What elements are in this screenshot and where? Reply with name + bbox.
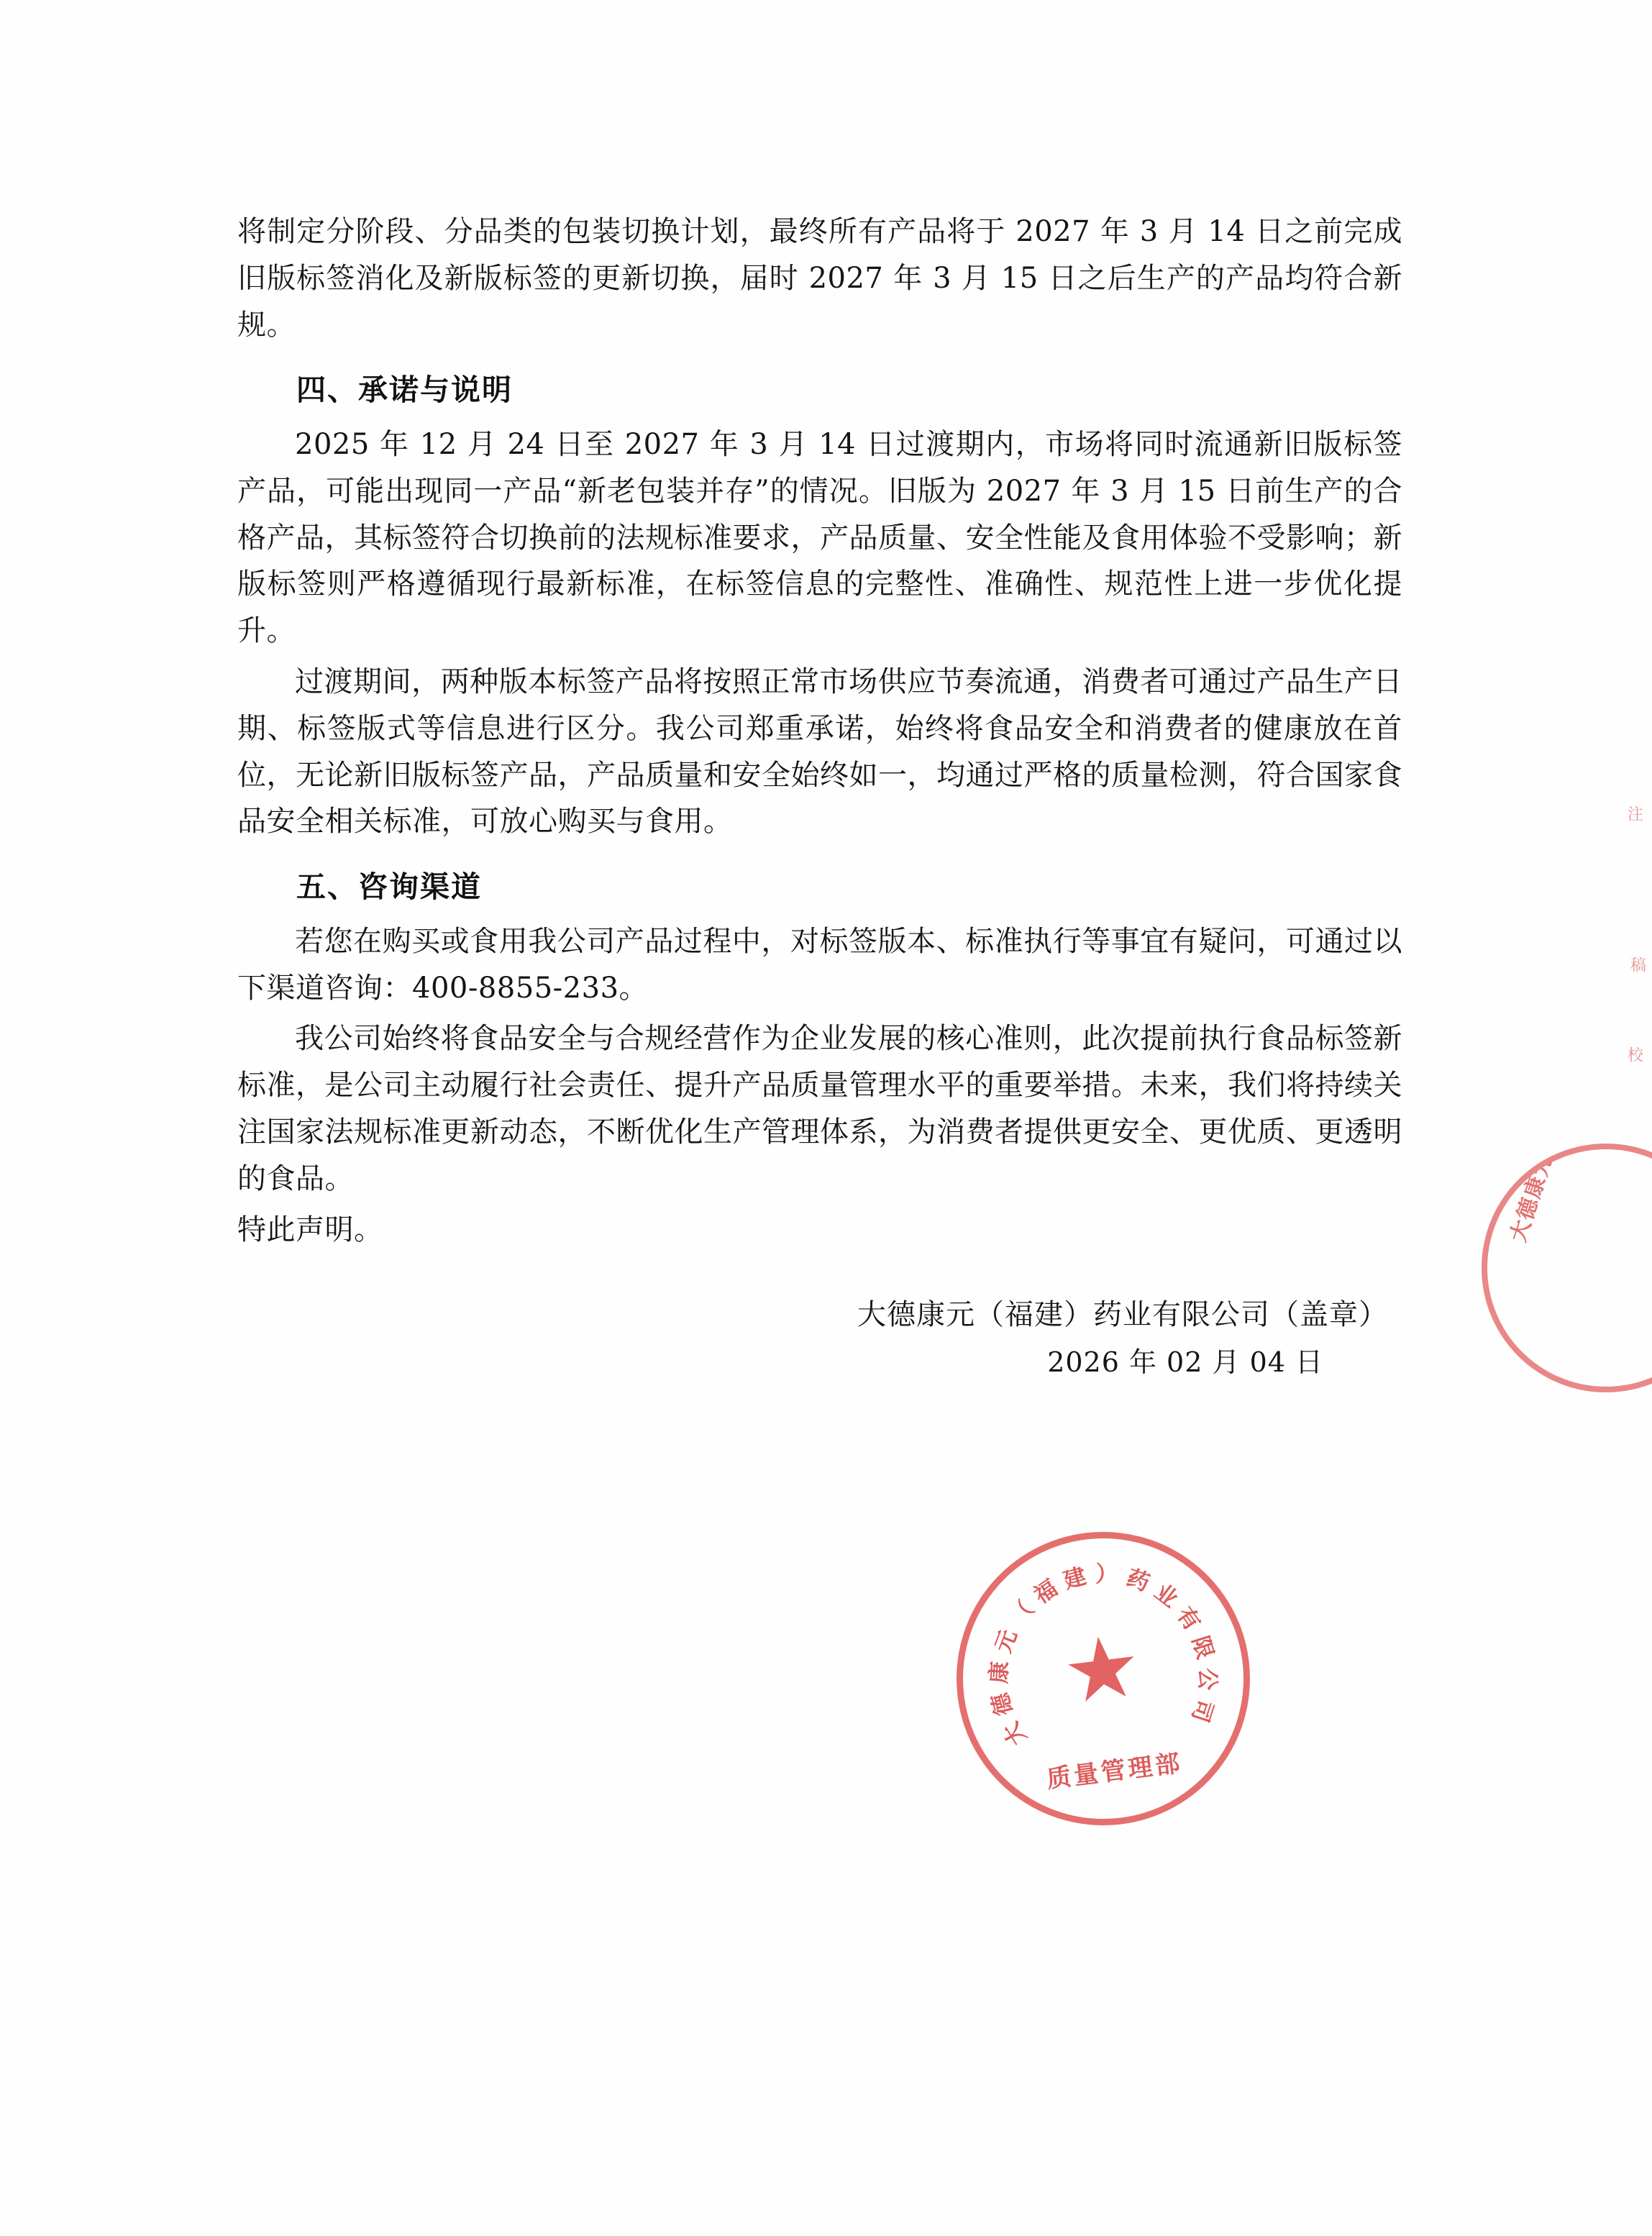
paragraph-hotline: 若您在购买或食用我公司产品过程中，对标签版本、标准执行等事宜有疑问，可通过以下渠道咨询：400-8855-233。 xyxy=(237,924,1402,1005)
seal-department-text: 质量管理部 xyxy=(1045,1748,1185,1794)
seal-arc-char: 建 xyxy=(1060,1563,1090,1594)
seal-star-icon: ★ xyxy=(1057,1615,1147,1725)
seal-arc-char: 药 xyxy=(1123,1564,1153,1597)
seal-arc-char: 有 xyxy=(1171,1602,1205,1635)
edge-seal-label: 大德康元 xyxy=(1505,1149,1559,1246)
seal-arc-char: （ xyxy=(1005,1597,1040,1630)
margin-mark-a: 注 xyxy=(1625,806,1643,822)
paragraph-commitment: 过渡期间，两种版本标签产品将按照正常市场供应节奏流通，消费者可通过产品生产日期、标签版式等信息进行区分。我公司郑重承诺，始终将食品安全和消费者的健康放在首位，无论新旧版标签产品，产品质量和安全始终如一，均通过严格的质量检测，符合国家食品安全相关标准，可放心购买与食用。 xyxy=(237,665,1402,839)
paragraph-transition-period: 2025 年 12 月 24 日至 2027 年 3 月 14 日过渡期内，市场将同时流通新旧版标签产品，可能出现同一产品“新老包装并存”的情况。旧版为 2027 年 3 月 15 日前生产的合格产品，其标签符合切换前的法规标准要求，产品质量、安全性能及食用体验不受影响；新版标签则严格遵循现行最新标准，在标签信息的完整性、准确性、规范性上进一步优化提升。 xyxy=(237,427,1402,648)
seal-arc-char: 德 xyxy=(987,1690,1018,1719)
document-body xyxy=(237,209,1402,1386)
seal-arc-char: 康 xyxy=(985,1660,1013,1685)
seal-arc-char: 业 xyxy=(1149,1579,1183,1613)
seal-arc-char: ） xyxy=(1095,1561,1118,1589)
signature-company: 大德康元（福建）药业有限公司（盖章） xyxy=(857,1298,1388,1332)
margin-mark-c: 校 xyxy=(1625,1046,1643,1063)
seal-arc-char: 元 xyxy=(990,1626,1023,1656)
company-seal-stamp xyxy=(940,1515,1267,1843)
paragraph-closing-statement: 我公司始终将食品安全与合规经营作为企业发展的核心准则，此次提前执行食品标签新标准，是公司主动履行社会责任、提升产品质量管理水平的重要举措。未来，我们将持续关注国家法规标准更新动态，不断优化生产管理体系，为消费者提供更安全、更优质、更透明的食品。 xyxy=(237,1022,1402,1195)
seal-arc-char: 公 xyxy=(1194,1668,1220,1691)
seal-arc-char: 司 xyxy=(1186,1696,1218,1725)
signature-date: 2026 年 02 月 04 日 xyxy=(1047,1346,1323,1379)
margin-mark-b: 稿 xyxy=(1628,957,1646,973)
paragraph-declaration: 特此声明。 xyxy=(237,1213,383,1246)
seal-arc-char: 限 xyxy=(1187,1633,1218,1662)
section-heading-five: 五、咨询渠道 xyxy=(296,870,482,905)
section-heading-four: 四、承诺与说明 xyxy=(296,373,513,408)
seal-arc-char: 大 xyxy=(998,1717,1032,1751)
seal-arc-text-ring xyxy=(947,1523,1260,1835)
paragraph-continued: 将制定分阶段、分品类的包装切换计划，最终所有产品将于 2027 年 3 月 14 日之前完成旧版标签消化及新版标签的更新切换，届时 2027 年 3 月 15 日之后生产的产品均符合新规。 xyxy=(237,215,1402,342)
signature-block xyxy=(237,1290,1402,1386)
seal-arc-char: 福 xyxy=(1029,1574,1063,1610)
edge-seal-stamp xyxy=(1482,1144,1652,1392)
